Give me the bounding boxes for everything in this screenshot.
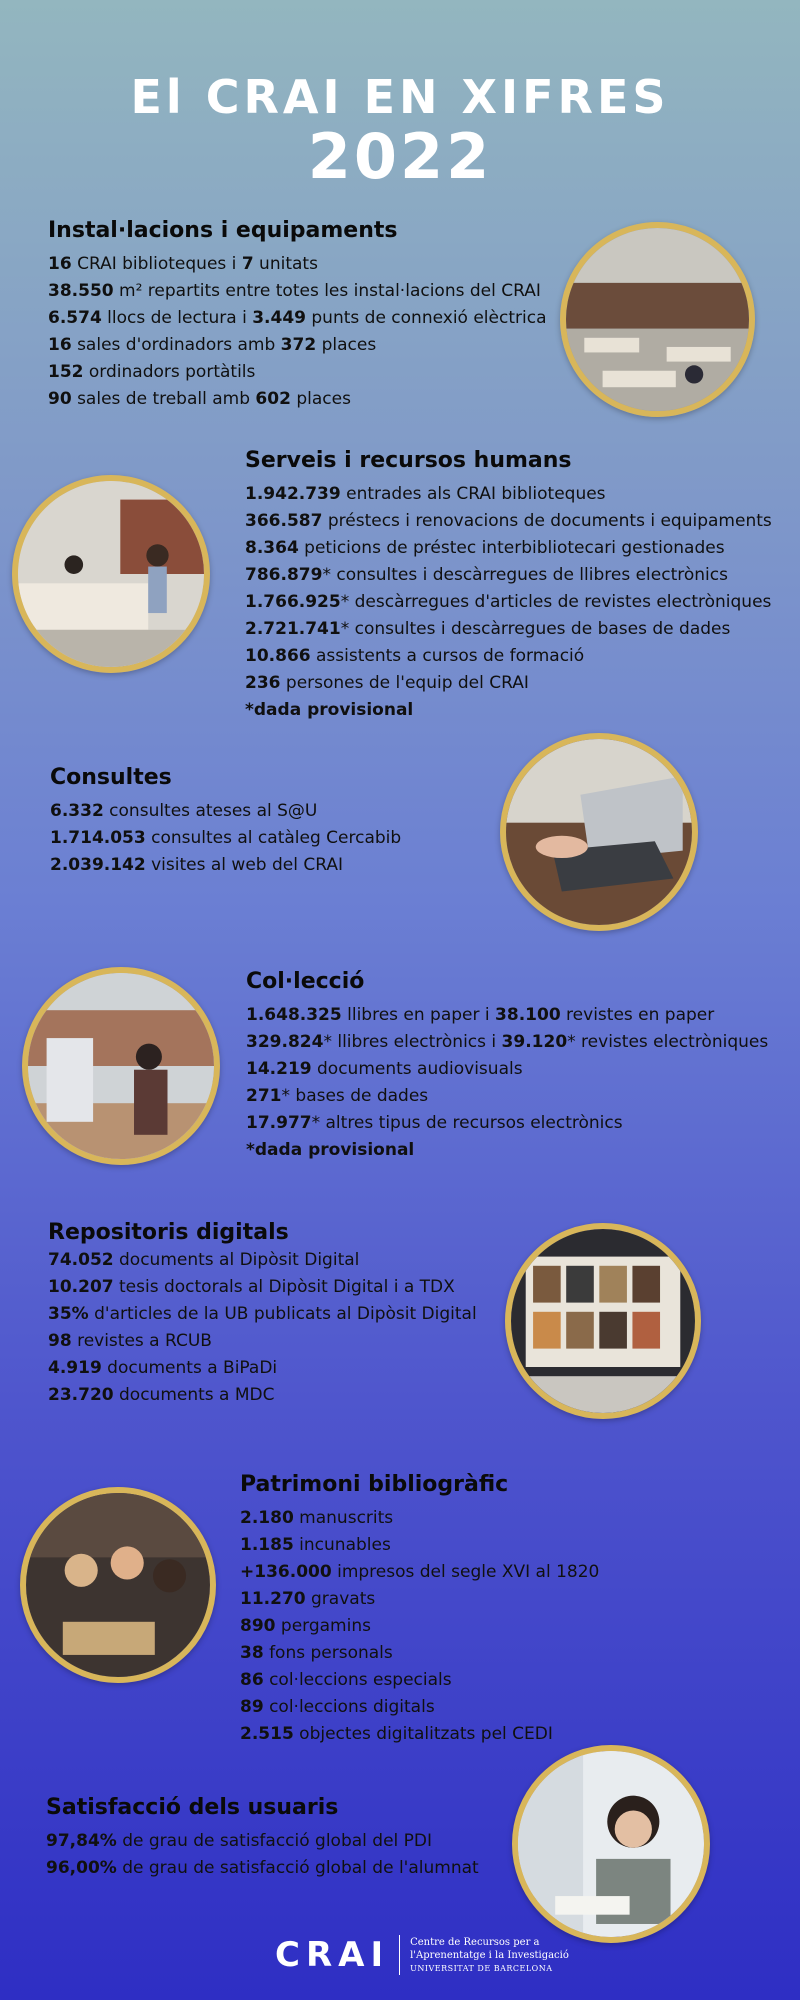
stat-label: * bases de dades xyxy=(281,1086,429,1106)
stat-label: gravats xyxy=(305,1589,376,1609)
stat-label: * consultes i descàrregues de bases de dades xyxy=(340,619,731,639)
section-repositories xyxy=(48,1220,477,1409)
stat-label: visites al web del CRAI xyxy=(145,855,343,875)
university-name: UNIVERSITAT DE BARCELONA xyxy=(410,1963,553,1973)
crai-logo: CRAI xyxy=(275,1935,400,1975)
stat-value: 35% xyxy=(48,1304,89,1324)
stat-line xyxy=(48,386,546,413)
stat-label: llibres en paper i xyxy=(341,1005,496,1025)
stat-label: de grau de satisfacció global del PDI xyxy=(116,1831,433,1851)
stat-value: +136.000 xyxy=(240,1562,332,1582)
library-student-photo xyxy=(22,967,220,1165)
stat-value: 17.977 xyxy=(246,1113,312,1133)
stat-line xyxy=(48,332,546,359)
stat-label: punts de connexió elèctrica xyxy=(305,308,547,328)
stat-value: 329.824 xyxy=(246,1032,324,1052)
stat-label: pergamins xyxy=(275,1616,371,1636)
section-heading: Consultes xyxy=(50,765,172,790)
section-heading: Col·lecció xyxy=(246,969,365,994)
stat-line xyxy=(240,1667,599,1694)
institution-name xyxy=(410,1936,569,1975)
stat-line xyxy=(240,1721,599,1748)
laptop-photo xyxy=(500,733,698,931)
stat-value: 38.100 xyxy=(495,1005,561,1025)
stat-line xyxy=(240,1613,599,1640)
stat-line xyxy=(246,1002,768,1029)
stat-label: manuscrits xyxy=(293,1508,394,1528)
stat-line xyxy=(48,278,546,305)
stat-value: 2.515 xyxy=(240,1724,294,1744)
section-heading: Repositoris digitals xyxy=(48,1220,289,1245)
stat-label: sales de treball amb xyxy=(71,389,256,409)
provisional-note: *dada provisional xyxy=(245,700,414,720)
stat-label: d'articles de la UB publicats al Dipòsit Digital xyxy=(88,1304,477,1324)
stat-line xyxy=(48,1355,477,1382)
stat-value: 39.120 xyxy=(501,1032,568,1052)
stat-value: 16 xyxy=(48,254,72,274)
stat-label: impresos del segle XVI al 1820 xyxy=(331,1562,600,1582)
section-services xyxy=(245,448,772,724)
stat-value: 98 xyxy=(48,1331,72,1351)
stat-value: 4.919 xyxy=(48,1358,102,1378)
stat-label: col·leccions digitals xyxy=(263,1697,435,1717)
stat-label: * descàrregues d'articles de revistes electròniques xyxy=(340,592,772,612)
section-heading: Satisfacció dels usuaris xyxy=(46,1795,339,1820)
stat-label: CRAI biblioteques i xyxy=(71,254,242,274)
stat-value: 236 xyxy=(245,673,281,693)
stats-list xyxy=(48,251,546,413)
smiling-user-photo xyxy=(512,1745,710,1943)
stat-value: 602 xyxy=(255,389,291,409)
section-queries xyxy=(50,765,401,879)
stat-value: 97,84% xyxy=(46,1831,117,1851)
stat-label: unitats xyxy=(253,254,318,274)
stat-line xyxy=(240,1559,599,1586)
stat-label: places xyxy=(316,335,377,355)
stat-label: persones de l'equip del CRAI xyxy=(280,673,529,693)
stat-line xyxy=(50,798,401,825)
stat-value: 11.270 xyxy=(240,1589,306,1609)
stat-value: 1.714.053 xyxy=(50,828,146,848)
stat-label: documents a BiPaDi xyxy=(101,1358,278,1378)
institution-line-2: l'Aprenentatge i la Investigació xyxy=(410,1949,569,1961)
stat-label: assistents a cursos de formació xyxy=(310,646,585,666)
stat-label: revistes en paper xyxy=(560,1005,715,1025)
stats-list xyxy=(246,1002,768,1137)
stat-label: consultes al catàleg Cercabib xyxy=(145,828,402,848)
page-year: 2022 xyxy=(307,120,493,193)
stat-value: 10.207 xyxy=(48,1277,114,1297)
stat-value: 3.449 xyxy=(252,308,306,328)
stat-value: 6.332 xyxy=(50,801,104,821)
stat-label: peticions de préstec interbibliotecari gestionades xyxy=(298,538,725,558)
stat-label: llocs de lectura i xyxy=(101,308,253,328)
stat-value: 96,00% xyxy=(46,1858,117,1878)
stat-value: 786.879 xyxy=(245,565,323,585)
stat-line xyxy=(245,616,772,643)
stat-line xyxy=(245,643,772,670)
stat-line xyxy=(245,535,772,562)
stat-label: consultes ateses al S@U xyxy=(103,801,318,821)
stat-value: 38 xyxy=(240,1643,264,1663)
stats-list xyxy=(245,481,772,697)
stat-label: préstecs i renovacions de documents i equipaments xyxy=(322,511,772,531)
stat-label: * consultes i descàrregues de llibres electrònics xyxy=(322,565,728,585)
stat-line xyxy=(245,589,772,616)
stat-label: m² repartits entre totes les instal·lacions del CRAI xyxy=(113,281,541,301)
stat-line xyxy=(46,1828,479,1855)
stat-value: 89 xyxy=(240,1697,264,1717)
stat-line xyxy=(245,481,772,508)
stat-value: 2.721.741 xyxy=(245,619,341,639)
stat-value: 8.364 xyxy=(245,538,299,558)
stat-value: 16 xyxy=(48,335,72,355)
library-desk-photo xyxy=(12,475,210,673)
stat-line xyxy=(48,359,546,386)
stat-label: sales d'ordinadors amb xyxy=(71,335,281,355)
stat-line xyxy=(245,562,772,589)
stat-value: 1.648.325 xyxy=(246,1005,342,1025)
stat-line xyxy=(48,1328,477,1355)
stat-value: 7 xyxy=(241,254,254,274)
stat-line xyxy=(246,1110,768,1137)
provisional-note: *dada provisional xyxy=(246,1140,415,1160)
stat-line xyxy=(240,1532,599,1559)
stat-label: objectes digitalitzats pel CEDI xyxy=(293,1724,553,1744)
stats-list xyxy=(46,1828,479,1882)
stat-value: 23.720 xyxy=(48,1385,114,1405)
stat-line xyxy=(50,852,401,879)
students-heritage-photo xyxy=(20,1487,216,1683)
section-heritage xyxy=(240,1472,599,1748)
library-reading-room-photo xyxy=(560,222,755,417)
stat-label: revistes a RCUB xyxy=(71,1331,212,1351)
digital-repository-screen-photo xyxy=(505,1223,701,1419)
stat-value: 366.587 xyxy=(245,511,323,531)
stat-line xyxy=(240,1640,599,1667)
stat-value: 10.866 xyxy=(245,646,311,666)
stat-label: incunables xyxy=(293,1535,391,1555)
stat-value: 1.942.739 xyxy=(245,484,341,504)
stat-value: 1.185 xyxy=(240,1535,294,1555)
stat-line xyxy=(240,1586,599,1613)
page-title: El CRAI EN XIFRES xyxy=(130,70,670,124)
stat-line xyxy=(48,1382,477,1409)
stat-line xyxy=(245,670,772,697)
stat-line xyxy=(48,251,546,278)
stat-value: 86 xyxy=(240,1670,264,1690)
stat-label: * revistes electròniques xyxy=(567,1032,769,1052)
stat-value: 1.766.925 xyxy=(245,592,341,612)
stat-value: 2.039.142 xyxy=(50,855,146,875)
stat-label: tesis doctorals al Dipòsit Digital i a TDX xyxy=(113,1277,455,1297)
stat-value: 90 xyxy=(48,389,72,409)
stats-list xyxy=(50,798,401,879)
section-collection xyxy=(246,969,768,1164)
stat-label: documents audiovisuals xyxy=(311,1059,523,1079)
stat-label: * llibres electrònics i xyxy=(323,1032,502,1052)
stat-line xyxy=(240,1694,599,1721)
stat-line xyxy=(50,825,401,852)
section-heading: Instal·lacions i equipaments xyxy=(48,218,398,243)
stat-label: fons personals xyxy=(263,1643,393,1663)
stat-label: places xyxy=(290,389,351,409)
stat-label: documents a MDC xyxy=(113,1385,275,1405)
section-satisfaction xyxy=(46,1795,479,1882)
stat-value: 14.219 xyxy=(246,1059,312,1079)
stat-line xyxy=(246,1056,768,1083)
stat-label: * altres tipus de recursos electrònics xyxy=(311,1113,623,1133)
stat-value: 38.550 xyxy=(48,281,114,301)
stat-value: 6.574 xyxy=(48,308,102,328)
institution-line-1: Centre de Recursos per a xyxy=(410,1936,540,1948)
stat-value: 890 xyxy=(240,1616,276,1636)
section-installations xyxy=(48,218,546,413)
stat-value: 2.180 xyxy=(240,1508,294,1528)
stat-line xyxy=(245,508,772,535)
stat-line xyxy=(48,1274,477,1301)
stat-line xyxy=(246,1029,768,1056)
stat-line xyxy=(48,1247,477,1274)
stat-label: entrades als CRAI biblioteques xyxy=(340,484,606,504)
stat-label: col·leccions especials xyxy=(263,1670,452,1690)
stat-value: 271 xyxy=(246,1086,282,1106)
stats-list xyxy=(48,1247,477,1409)
stat-value: 372 xyxy=(280,335,317,355)
stat-line xyxy=(240,1505,599,1532)
stat-label: documents al Dipòsit Digital xyxy=(113,1250,360,1270)
stats-list xyxy=(240,1505,599,1748)
stat-line xyxy=(48,1301,477,1328)
stat-line xyxy=(48,305,546,332)
section-heading: Patrimoni bibliogràfic xyxy=(240,1472,509,1497)
crai-footer-logo xyxy=(275,1935,569,1975)
stat-line xyxy=(246,1083,768,1110)
stat-label: de grau de satisfacció global de l'alumnat xyxy=(116,1858,479,1878)
stat-value: 74.052 xyxy=(48,1250,114,1270)
stat-value: 152 xyxy=(48,362,84,382)
stat-line xyxy=(46,1855,479,1882)
section-heading: Serveis i recursos humans xyxy=(245,448,572,473)
stat-label: ordinadors portàtils xyxy=(83,362,256,382)
